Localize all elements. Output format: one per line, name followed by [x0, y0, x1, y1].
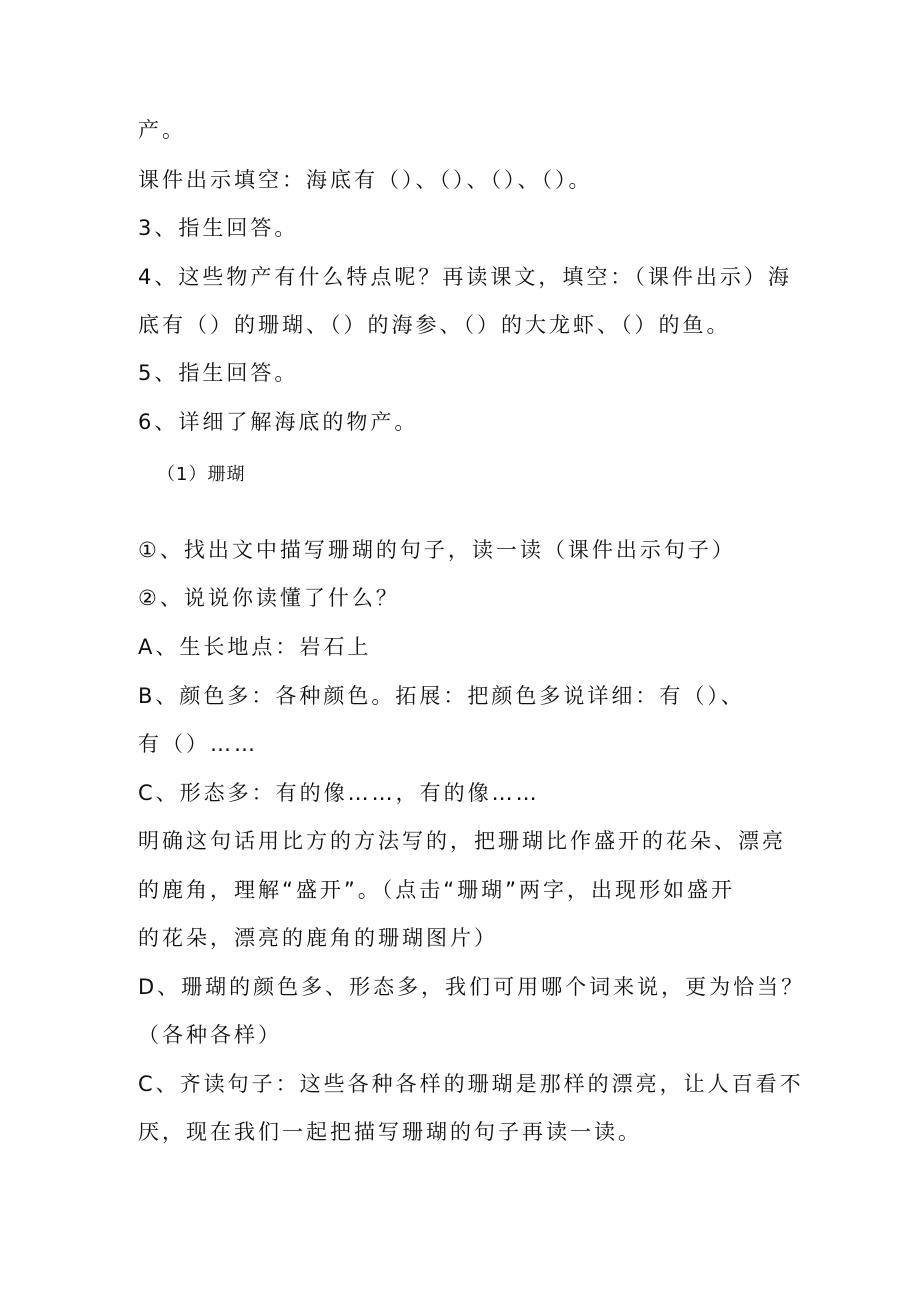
text-line-4: 4、这些物产有什么特点呢？再读课文，填空：（课件出示）海 [138, 265, 792, 289]
text-line-7: 6、详细了解海底的物产。 [138, 410, 419, 434]
text-line-14: C、形态多：有的像……，有的像…… [138, 781, 540, 805]
text-line-2: 课件出示填空：海底有（）、（）、（）、（）。 [138, 168, 593, 192]
text-line-20: C、齐读句子：这些各种各样的珊瑚是那样的漂亮，让人百看不 [138, 1072, 804, 1096]
subsection-heading: （1）珊瑚 [157, 464, 246, 485]
text-line-15: 明确这句话用比方的方法写的，把珊瑚比作盛开的花朵、漂亮 [138, 829, 786, 853]
text-line-10: ②、说说你读懂了什么？ [138, 586, 400, 610]
text-line-5: 底有（）的珊瑚、（）的海参、（）的大龙虾、（）的鱼。 [138, 313, 731, 337]
text-line-18: D、珊瑚的颜色多、形态多，我们可用哪个词来说，更为恰当？ [138, 975, 806, 999]
text-line-1: 产。 [138, 118, 186, 142]
text-line-19: （各种各样） [138, 1023, 282, 1047]
text-line-11: A、生长地点：岩石上 [138, 635, 372, 659]
text-line-13: 有（）…… [138, 732, 258, 756]
text-line-16: 的鹿角，理解“盛开”。（点击“珊瑚”两字，出现形如盛开 [138, 878, 736, 902]
text-line-3: 3、指生回答。 [138, 216, 299, 240]
text-line-12: B、颜色多：各种颜色。拓展：把颜色多说详细：有（）、 [138, 684, 745, 708]
text-line-21: 厌，现在我们一起把描写珊瑚的句子再读一读。 [138, 1120, 642, 1144]
text-line-6: 5、指生回答。 [138, 361, 299, 385]
text-line-17: 的花朵，漂亮的鹿角的珊瑚图片） [138, 926, 498, 950]
text-line-9: ①、找出文中描写珊瑚的句子，读一读（课件出示句子） [138, 538, 736, 562]
